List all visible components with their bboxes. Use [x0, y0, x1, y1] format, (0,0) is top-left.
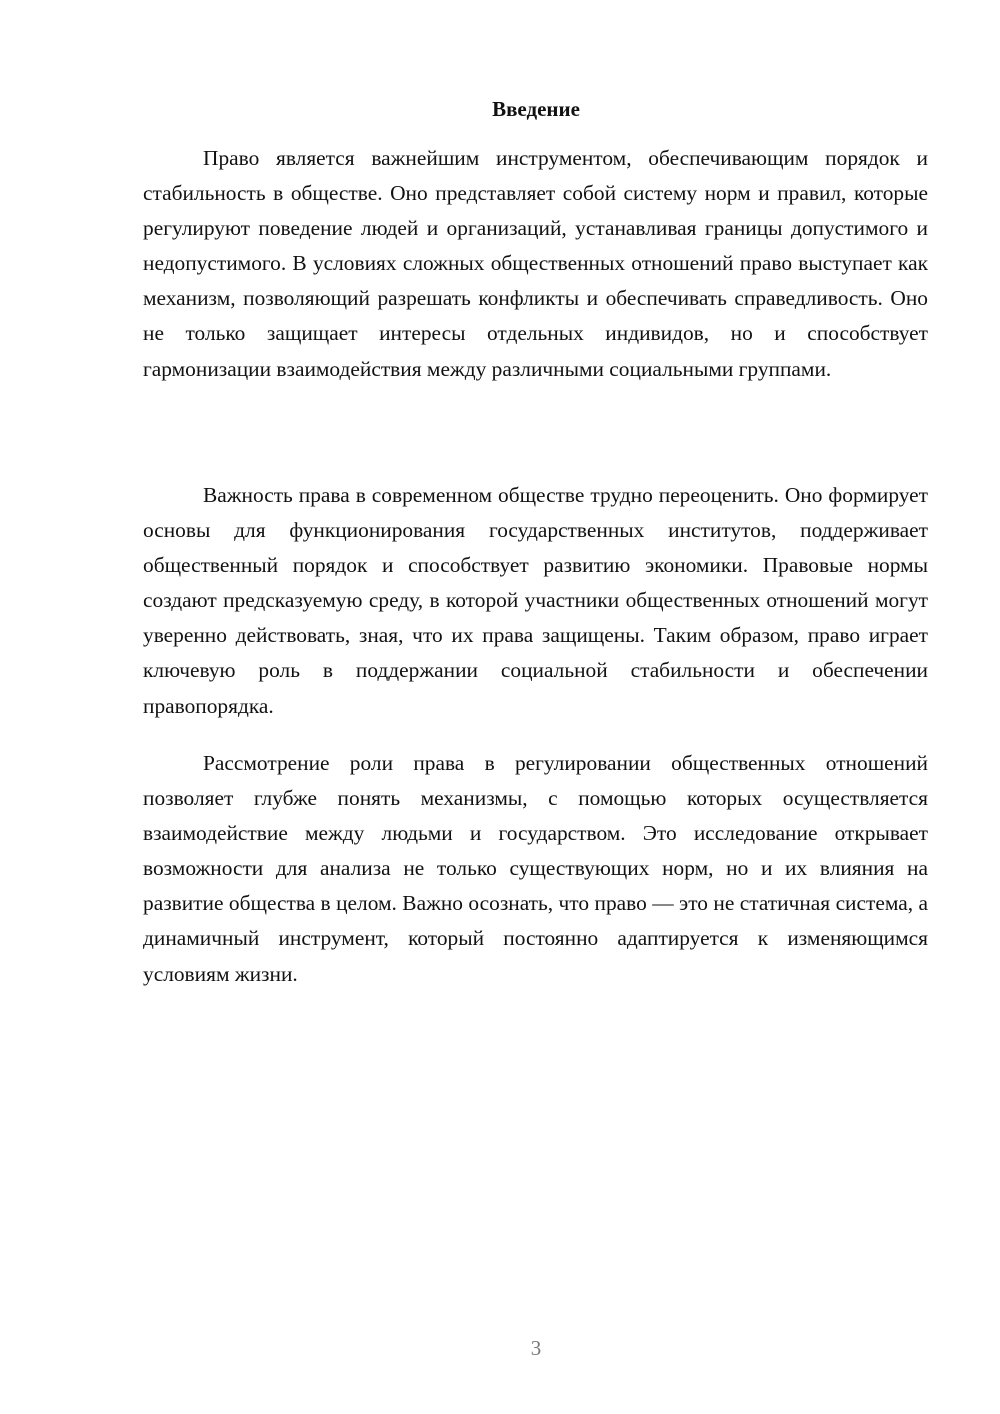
paragraph-2: Важность права в современном обществе трудно переоценить. Оно формирует основы для функционирования государственных институтов, поддерживает общественный порядок и способствует развитию экономики. Правовые нормы создают предсказуемую среду, в которой участники общественных отношений могут уверенно действовать, зная, что их права защищены. Таким образом, право играет ключевую роль в поддержании социальной стабильности и обеспечении правопорядка.: [143, 483, 928, 718]
page-number: 3: [530, 1336, 542, 1360]
page-title: Введение: [492, 97, 580, 121]
paragraph-3: Рассмотрение роли права в регулировании общественных отношений позволяет глубже понять механизмы, с помощью которых осуществляется взаимодействие между людьми и государством. Это исследование открывает возможности для анализа не только существующих норм, но и их влияния на развитие общества в целом. Важно осознать, что право — это не статичная система, а динамичный инструмент, который постоянно адаптируется к изменяющимся условиям жизни.: [143, 751, 928, 986]
paragraph-1: Право является важнейшим инструментом, обеспечивающим порядок и стабильность в обществе. Оно представляет собой систему норм и правил, которые регулируют поведение людей и организаций, устанавливая границы допустимого и недопустимого. В условиях сложных общественных отношений право выступает как механизм, позволяющий разрешать конфликты и обеспечивать справедливость. Оно не только защищает интересы отдельных индивидов, но и способствует гармонизации взаимодействия между различными социальными группами.: [143, 146, 928, 381]
